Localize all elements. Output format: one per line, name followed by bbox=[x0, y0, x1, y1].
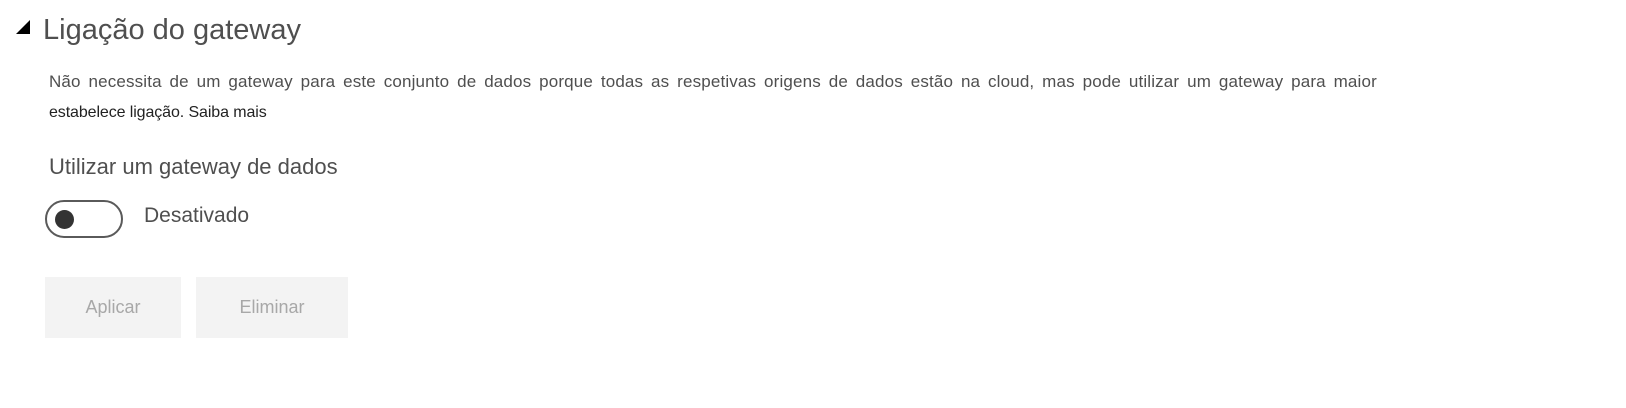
toggle-knob bbox=[55, 210, 74, 229]
use-gateway-toggle[interactable] bbox=[45, 200, 123, 238]
gateway-toggle-row bbox=[45, 200, 249, 238]
toggle-status-text: Desativado bbox=[144, 204, 250, 227]
section-description bbox=[49, 66, 1626, 128]
learn-more-link[interactable]: Saiba mais bbox=[188, 104, 267, 121]
use-gateway-label: Utilizar um gateway de dados bbox=[49, 154, 338, 179]
apply-button[interactable]: Aplicar bbox=[45, 277, 181, 338]
section-title: Ligação do gateway bbox=[43, 14, 301, 46]
collapse-triangle-icon[interactable] bbox=[16, 20, 30, 34]
description-line-2-text: estabelece ligação. bbox=[49, 104, 185, 121]
description-line-2 bbox=[49, 97, 1626, 128]
description-line-1: Não necessita de um gateway para este conjunto de dados porque todas as respetivas origens de dados estão na cloud, mas pode utilizar um gateway para maior bbox=[49, 72, 1377, 91]
gateway-section-header[interactable] bbox=[16, 14, 301, 47]
delete-button[interactable]: Eliminar bbox=[196, 277, 348, 338]
